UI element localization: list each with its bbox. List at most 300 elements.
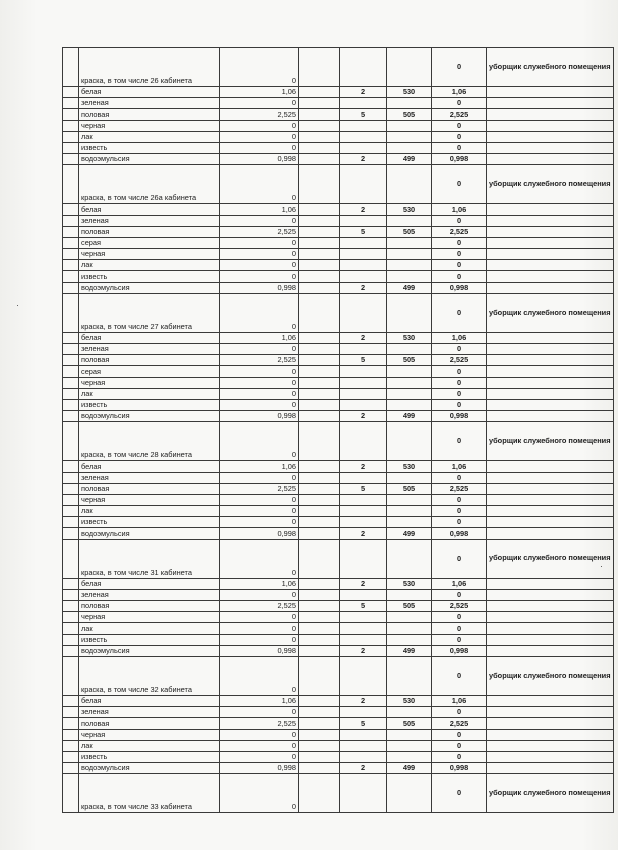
empty-cell [487, 528, 614, 539]
empty-cell [63, 120, 79, 131]
item-name: зеленая [79, 215, 220, 226]
table-row [63, 142, 614, 153]
table-row [63, 344, 614, 355]
section-label: краска, в том числе 33 кабинета [79, 774, 220, 813]
item-qty: 0 [220, 249, 299, 260]
section-qty: 0 [220, 422, 299, 461]
empty-cell [387, 539, 432, 578]
item-total: 0 [432, 472, 487, 483]
item-name: черная [79, 249, 220, 260]
item-price: 530 [387, 695, 432, 706]
empty-cell [487, 131, 614, 142]
item-name: зеленая [79, 707, 220, 718]
responsible-person: уборщик служебного помещения [487, 48, 614, 87]
table-row [63, 226, 614, 237]
empty-cell [63, 388, 79, 399]
item-name: белая [79, 332, 220, 343]
empty-cell [299, 142, 340, 153]
item-name: зеленая [79, 344, 220, 355]
empty-cell [299, 601, 340, 612]
item-count [340, 366, 387, 377]
empty-cell [487, 578, 614, 589]
empty-cell [487, 377, 614, 388]
empty-cell [63, 249, 79, 260]
empty-cell [487, 120, 614, 131]
item-count: 2 [340, 645, 387, 656]
table-row [63, 763, 614, 774]
empty-cell [299, 87, 340, 98]
table-row [63, 494, 614, 505]
item-count [340, 740, 387, 751]
empty-cell [299, 332, 340, 343]
item-total: 2,525 [432, 109, 487, 120]
responsible-person: уборщик служебного помещения [487, 656, 614, 695]
section-label: краска, в том числе 26а кабинета [79, 165, 220, 204]
item-qty: 0 [220, 377, 299, 388]
empty-cell [63, 204, 79, 215]
empty-cell [63, 399, 79, 410]
item-qty: 0 [220, 751, 299, 762]
scan-speck [17, 305, 18, 306]
responsible-person: уборщик служебного помещения [487, 422, 614, 461]
item-name: белая [79, 204, 220, 215]
table-row [63, 332, 614, 343]
item-price [387, 344, 432, 355]
empty-cell [63, 634, 79, 645]
empty-cell [340, 774, 387, 813]
table-row [63, 695, 614, 706]
empty-cell [63, 539, 79, 578]
item-price: 530 [387, 578, 432, 589]
empty-cell [63, 142, 79, 153]
empty-cell [299, 751, 340, 762]
table-row [63, 215, 614, 226]
empty-cell [487, 154, 614, 165]
empty-cell [487, 226, 614, 237]
empty-cell [63, 707, 79, 718]
empty-cell [487, 740, 614, 751]
empty-cell [299, 293, 340, 332]
empty-cell [487, 282, 614, 293]
item-count [340, 707, 387, 718]
section-header-row [63, 539, 614, 578]
item-name: половая [79, 226, 220, 237]
item-name: половая [79, 718, 220, 729]
item-price [387, 260, 432, 271]
item-count: 2 [340, 87, 387, 98]
item-count: 5 [340, 718, 387, 729]
empty-cell [299, 48, 340, 87]
item-total: 0 [432, 249, 487, 260]
table-row [63, 399, 614, 410]
empty-cell [299, 377, 340, 388]
empty-cell [63, 494, 79, 505]
empty-cell [63, 260, 79, 271]
item-count [340, 142, 387, 153]
item-name: черная [79, 120, 220, 131]
empty-cell [487, 366, 614, 377]
empty-cell [387, 656, 432, 695]
item-price [387, 237, 432, 248]
item-count [340, 729, 387, 740]
paint-inventory-table [62, 47, 614, 813]
item-total: 0,998 [432, 763, 487, 774]
table-row [63, 154, 614, 165]
section-total: 0 [432, 774, 487, 813]
section-qty: 0 [220, 656, 299, 695]
empty-cell [299, 707, 340, 718]
empty-cell [63, 589, 79, 600]
empty-cell [487, 601, 614, 612]
item-price: 505 [387, 109, 432, 120]
empty-cell [340, 422, 387, 461]
empty-cell [299, 154, 340, 165]
empty-cell [299, 612, 340, 623]
item-price [387, 472, 432, 483]
empty-cell [487, 729, 614, 740]
item-qty: 0,998 [220, 411, 299, 422]
empty-cell [63, 154, 79, 165]
empty-cell [63, 517, 79, 528]
item-count [340, 120, 387, 131]
empty-cell [487, 751, 614, 762]
item-name: известь [79, 142, 220, 153]
table-row [63, 707, 614, 718]
item-qty: 2,525 [220, 109, 299, 120]
table-row [63, 528, 614, 539]
empty-cell [299, 355, 340, 366]
section-header-row [63, 422, 614, 461]
section-header-row [63, 656, 614, 695]
empty-cell [487, 612, 614, 623]
item-price: 530 [387, 332, 432, 343]
item-total: 2,525 [432, 355, 487, 366]
item-name: черная [79, 377, 220, 388]
empty-cell [63, 718, 79, 729]
empty-cell [487, 355, 614, 366]
table-row [63, 634, 614, 645]
empty-cell [63, 528, 79, 539]
item-qty: 2,525 [220, 483, 299, 494]
item-total: 0 [432, 517, 487, 528]
empty-cell [487, 472, 614, 483]
item-total: 0 [432, 589, 487, 600]
item-count [340, 612, 387, 623]
empty-cell [63, 237, 79, 248]
item-total: 2,525 [432, 601, 487, 612]
item-total: 0 [432, 377, 487, 388]
item-qty: 0 [220, 634, 299, 645]
item-total: 0 [432, 494, 487, 505]
empty-cell [63, 645, 79, 656]
table-row [63, 483, 614, 494]
table-row [63, 506, 614, 517]
section-label: краска, в том числе 32 кабинета [79, 656, 220, 695]
empty-cell [299, 589, 340, 600]
table-row [63, 718, 614, 729]
item-price [387, 589, 432, 600]
item-qty: 0 [220, 215, 299, 226]
empty-cell [487, 634, 614, 645]
item-count: 2 [340, 154, 387, 165]
empty-cell [63, 422, 79, 461]
item-price [387, 388, 432, 399]
empty-cell [63, 226, 79, 237]
empty-cell [487, 645, 614, 656]
item-qty: 2,525 [220, 355, 299, 366]
item-total: 0 [432, 634, 487, 645]
empty-cell [299, 109, 340, 120]
item-qty: 1,06 [220, 87, 299, 98]
item-name: лак [79, 623, 220, 634]
empty-cell [299, 237, 340, 248]
item-count: 2 [340, 695, 387, 706]
item-price: 530 [387, 204, 432, 215]
item-name: половая [79, 109, 220, 120]
empty-cell [487, 260, 614, 271]
item-total: 1,06 [432, 578, 487, 589]
item-name: половая [79, 601, 220, 612]
item-price: 499 [387, 645, 432, 656]
empty-cell [63, 98, 79, 109]
item-count [340, 506, 387, 517]
item-count [340, 634, 387, 645]
item-price: 530 [387, 87, 432, 98]
item-count: 2 [340, 763, 387, 774]
section-header-row [63, 165, 614, 204]
empty-cell [63, 87, 79, 98]
item-count [340, 215, 387, 226]
item-name: известь [79, 399, 220, 410]
empty-cell [63, 215, 79, 226]
empty-cell [63, 461, 79, 472]
item-total: 0,998 [432, 282, 487, 293]
empty-cell [299, 204, 340, 215]
item-count: 2 [340, 528, 387, 539]
empty-cell [63, 131, 79, 142]
item-total: 0 [432, 707, 487, 718]
empty-cell [487, 215, 614, 226]
empty-cell [63, 472, 79, 483]
item-price: 505 [387, 226, 432, 237]
item-count [340, 131, 387, 142]
empty-cell [299, 399, 340, 410]
empty-cell [299, 98, 340, 109]
item-qty: 0 [220, 237, 299, 248]
empty-cell [63, 774, 79, 813]
item-count [340, 623, 387, 634]
item-count [340, 344, 387, 355]
item-price [387, 377, 432, 388]
empty-cell [299, 656, 340, 695]
item-qty: 0 [220, 707, 299, 718]
section-total: 0 [432, 165, 487, 204]
empty-cell [487, 271, 614, 282]
item-name: зеленая [79, 589, 220, 600]
empty-cell [340, 48, 387, 87]
empty-cell [63, 271, 79, 282]
table-row [63, 601, 614, 612]
table-row [63, 377, 614, 388]
empty-cell [63, 411, 79, 422]
item-price: 505 [387, 483, 432, 494]
empty-cell [63, 751, 79, 762]
empty-cell [63, 578, 79, 589]
item-price [387, 271, 432, 282]
item-price [387, 142, 432, 153]
item-qty: 0 [220, 506, 299, 517]
empty-cell [299, 506, 340, 517]
table-row [63, 237, 614, 248]
item-name: водоэмульсия [79, 763, 220, 774]
empty-cell [299, 131, 340, 142]
section-total: 0 [432, 293, 487, 332]
item-qty: 0,998 [220, 763, 299, 774]
item-price: 505 [387, 355, 432, 366]
empty-cell [299, 528, 340, 539]
scan-speck [601, 566, 602, 567]
table-row [63, 204, 614, 215]
table-row [63, 411, 614, 422]
section-label: краска, в том числе 28 кабинета [79, 422, 220, 461]
item-count [340, 517, 387, 528]
empty-cell [63, 763, 79, 774]
section-label: краска, в том числе 26 кабинета [79, 48, 220, 87]
empty-cell [487, 483, 614, 494]
table-row [63, 751, 614, 762]
empty-cell [299, 472, 340, 483]
item-total: 1,06 [432, 204, 487, 215]
item-price [387, 366, 432, 377]
item-price [387, 494, 432, 505]
item-total: 2,525 [432, 718, 487, 729]
item-price [387, 740, 432, 751]
item-count: 5 [340, 355, 387, 366]
empty-cell [63, 506, 79, 517]
item-count [340, 388, 387, 399]
responsible-person: уборщик служебного помещения [487, 539, 614, 578]
item-name: белая [79, 87, 220, 98]
table-row [63, 623, 614, 634]
item-qty: 0 [220, 131, 299, 142]
item-total: 1,06 [432, 461, 487, 472]
item-count: 2 [340, 332, 387, 343]
empty-cell [63, 109, 79, 120]
empty-cell [487, 707, 614, 718]
empty-cell [299, 623, 340, 634]
item-price: 499 [387, 154, 432, 165]
empty-cell [299, 366, 340, 377]
item-price: 499 [387, 528, 432, 539]
item-qty: 0 [220, 517, 299, 528]
item-total: 0 [432, 344, 487, 355]
item-count [340, 249, 387, 260]
empty-cell [487, 517, 614, 528]
item-total: 1,06 [432, 695, 487, 706]
item-total: 2,525 [432, 226, 487, 237]
empty-cell [299, 578, 340, 589]
empty-cell [299, 260, 340, 271]
item-name: лак [79, 506, 220, 517]
table-row [63, 472, 614, 483]
item-price [387, 707, 432, 718]
item-price: 499 [387, 411, 432, 422]
empty-cell [299, 763, 340, 774]
item-name: водоэмульсия [79, 645, 220, 656]
section-header-row [63, 293, 614, 332]
table-row [63, 729, 614, 740]
table-row [63, 131, 614, 142]
empty-cell [387, 293, 432, 332]
table-row [63, 87, 614, 98]
responsible-person: уборщик служебного помещения [487, 165, 614, 204]
empty-cell [487, 718, 614, 729]
empty-cell [299, 165, 340, 204]
empty-cell [487, 87, 614, 98]
item-name: водоэмульсия [79, 528, 220, 539]
item-total: 0 [432, 751, 487, 762]
item-name: лак [79, 740, 220, 751]
item-price [387, 215, 432, 226]
empty-cell [299, 120, 340, 131]
item-total: 0 [432, 260, 487, 271]
table-row [63, 589, 614, 600]
table-row [63, 388, 614, 399]
empty-cell [299, 226, 340, 237]
item-qty: 0 [220, 399, 299, 410]
item-total: 0 [432, 623, 487, 634]
item-count: 5 [340, 226, 387, 237]
item-total: 0 [432, 366, 487, 377]
item-total: 0 [432, 142, 487, 153]
item-count: 5 [340, 483, 387, 494]
empty-cell [487, 494, 614, 505]
empty-cell [299, 539, 340, 578]
item-price [387, 612, 432, 623]
item-price: 505 [387, 601, 432, 612]
empty-cell [487, 695, 614, 706]
item-qty: 0 [220, 612, 299, 623]
item-total: 0 [432, 740, 487, 751]
empty-cell [63, 377, 79, 388]
item-total: 0,998 [432, 528, 487, 539]
item-name: половая [79, 483, 220, 494]
table-row [63, 271, 614, 282]
item-price [387, 120, 432, 131]
empty-cell [63, 344, 79, 355]
item-total: 0 [432, 237, 487, 248]
table-row [63, 355, 614, 366]
responsible-person: уборщик служебного помещения [487, 293, 614, 332]
item-name: известь [79, 634, 220, 645]
empty-cell [487, 623, 614, 634]
empty-cell [299, 517, 340, 528]
empty-cell [487, 461, 614, 472]
item-count [340, 399, 387, 410]
empty-cell [63, 355, 79, 366]
item-name: лак [79, 388, 220, 399]
item-qty: 0,998 [220, 154, 299, 165]
empty-cell [299, 249, 340, 260]
item-qty: 0 [220, 472, 299, 483]
empty-cell [340, 539, 387, 578]
item-qty: 0,998 [220, 645, 299, 656]
section-header-row [63, 774, 614, 813]
empty-cell [487, 98, 614, 109]
empty-cell [63, 656, 79, 695]
item-name: зеленая [79, 472, 220, 483]
item-total: 0 [432, 612, 487, 623]
